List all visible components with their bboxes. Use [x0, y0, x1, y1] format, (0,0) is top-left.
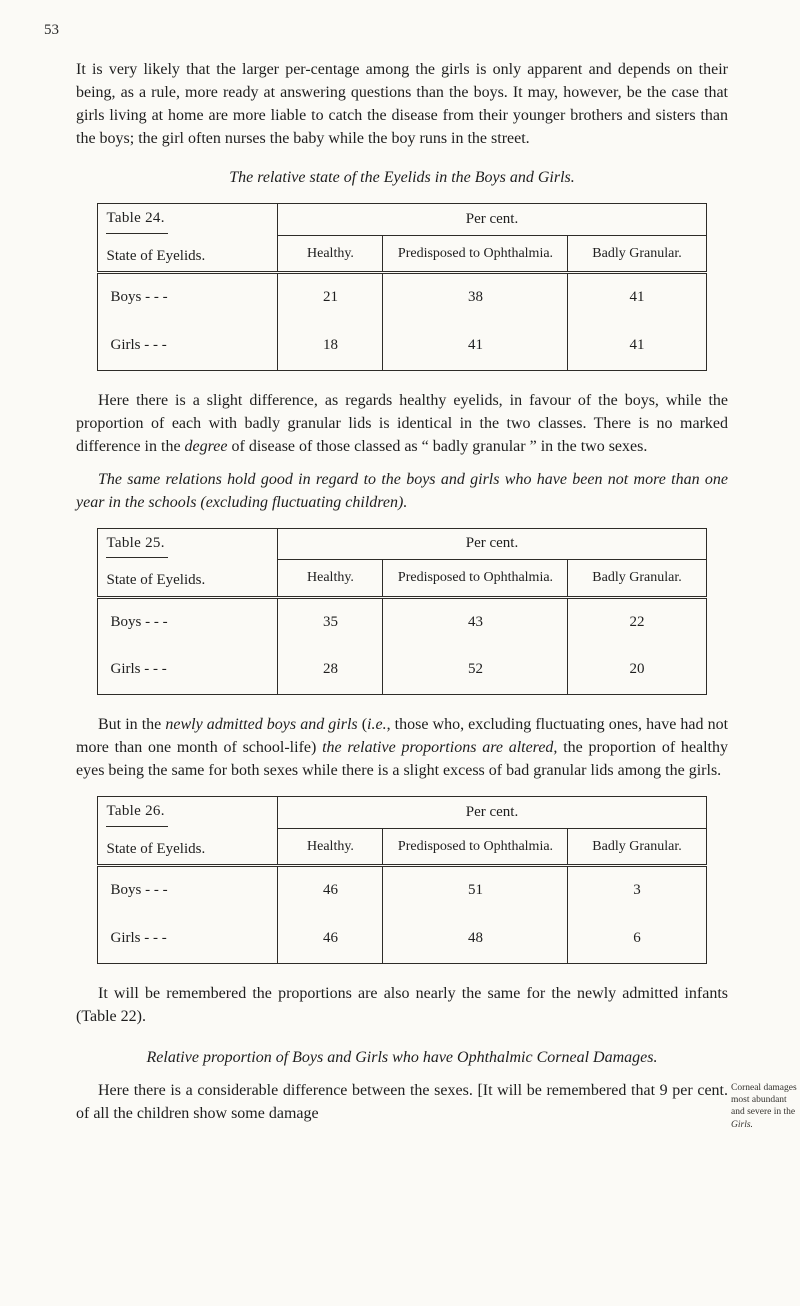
- cell-value: 41: [383, 322, 568, 370]
- paragraph-table24-comment: [76, 389, 728, 458]
- margin-note-text: Corneal damages most abundant and severe in the: [731, 1082, 797, 1118]
- table-row-boys: [98, 273, 706, 322]
- cell-value: 46: [278, 866, 383, 915]
- table-label-rule: [106, 557, 168, 558]
- percent-header: Per cent.: [278, 797, 706, 829]
- text-run-italic: newly admitted boys and girls: [165, 716, 358, 734]
- table-26: [97, 796, 706, 963]
- row-label: Boys - - -: [98, 597, 278, 646]
- table-row-girls: [98, 322, 706, 370]
- percent-header: Per cent.: [278, 204, 706, 236]
- table-label: Table 25.: [106, 534, 165, 551]
- text-run: But in the: [98, 716, 166, 734]
- text-run: (: [357, 716, 368, 734]
- stub-header-text: State of Eyelids.: [106, 247, 206, 264]
- cell-value: 48: [383, 915, 568, 963]
- table-row-boys: [98, 866, 706, 915]
- table-row-girls: [98, 646, 706, 694]
- cell-value: 51: [383, 866, 568, 915]
- text-run-italic: i.e.: [367, 716, 387, 734]
- row-label: Boys - - -: [98, 273, 278, 322]
- col-header-healthy: Healthy.: [278, 828, 383, 865]
- table-label-rule: [106, 826, 168, 827]
- section-heading-eyelids: The relative state of the Eyelids in the Boys and Girls.: [229, 169, 575, 187]
- col-header-badly-granular: Badly Granular.: [568, 560, 706, 597]
- cell-value: 46: [278, 915, 383, 963]
- cell-value: 18: [278, 322, 383, 370]
- paragraph-corneal: Here there is a considerable difference between the sexes. [It will be remembered that 9 per cent. of all the children show some damage: [76, 1081, 728, 1122]
- cell-value: 6: [568, 915, 706, 963]
- cell-value: 41: [568, 273, 706, 322]
- margin-note-girls: Girls.: [731, 1119, 753, 1130]
- table-label-rule: [106, 233, 168, 234]
- cell-value: 35: [278, 597, 383, 646]
- cell-value: 43: [383, 597, 568, 646]
- paragraph-intro: It is very likely that the larger per-centage among the girls is only apparent and depends on their being, as a rule, more ready at answering questions than the boys. It may, however, be the case that girls living at home are more liable to catch the disease from their younger brothers and sisters than the boys; the girl often nurses the baby while the boy runs in the street.: [76, 61, 728, 148]
- section-heading-corneal-damages: Relative proportion of Boys and Girls who have Ophthalmic Corneal Damages.: [146, 1048, 658, 1066]
- table-stub-header: [98, 204, 278, 273]
- cell-value: 38: [383, 273, 568, 322]
- table-label: Table 26.: [106, 803, 165, 820]
- cell-value: 3: [568, 866, 706, 915]
- cell-value: 20: [568, 646, 706, 694]
- corneal-damages-block: [76, 1079, 797, 1130]
- page-number: 53: [44, 22, 59, 38]
- table-label: Table 24.: [106, 210, 165, 227]
- text-run: the proportion of healthy eyes being the same for both sexes while there is a slight excess of bad granular lids among the girls.: [76, 739, 728, 780]
- cell-value: 28: [278, 646, 383, 694]
- col-header-predisposed: Predisposed to Ophthalmia.: [383, 828, 568, 865]
- paragraph-infants: It will be remembered the proportions are also nearly the same for the newly admitted infants (Table 22).: [76, 984, 728, 1025]
- row-label: Boys - - -: [98, 866, 278, 915]
- col-header-healthy: Healthy.: [278, 560, 383, 597]
- row-label: Girls - - -: [98, 646, 278, 694]
- text-run: Here there is a slight difference, as regards healthy eyelids, in favour of the boys, while the proportion of each with badly granular lids is identical in the two classes. There is no marked difference in the: [76, 391, 728, 455]
- row-label: Girls - - -: [98, 915, 278, 963]
- text-run: , those who, excluding fluctuating ones, have had not more than one month of school-life): [76, 716, 729, 757]
- margin-note: [731, 1082, 797, 1131]
- stub-header-text: State of Eyelids.: [106, 572, 206, 589]
- col-header-badly-granular: Badly Granular.: [568, 828, 706, 865]
- percent-header: Per cent.: [278, 528, 706, 560]
- table-stub-header: [98, 528, 278, 597]
- text-run-italic: the relative proportions are altered,: [322, 739, 558, 757]
- cell-value: 52: [383, 646, 568, 694]
- row-label: Girls - - -: [98, 322, 278, 370]
- text-run-italic: degree: [184, 437, 228, 455]
- paragraph-newly-admitted: [76, 713, 728, 782]
- cell-value: 22: [568, 597, 706, 646]
- table-stub-header: [98, 797, 278, 866]
- text-run: of disease of those classed as “ badly granular ” in the two sexes.: [227, 437, 648, 455]
- table-row-boys: [98, 597, 706, 646]
- col-header-badly-granular: Badly Granular.: [568, 235, 706, 272]
- col-header-predisposed: Predisposed to Ophthalmia.: [383, 560, 568, 597]
- stub-header-text: State of Eyelids.: [106, 840, 206, 857]
- col-header-healthy: Healthy.: [278, 235, 383, 272]
- cell-value: 41: [568, 322, 706, 370]
- table-row-girls: [98, 915, 706, 963]
- table-25: [97, 528, 706, 695]
- cell-value: 21: [278, 273, 383, 322]
- col-header-predisposed: Predisposed to Ophthalmia.: [383, 235, 568, 272]
- table-24: [97, 203, 706, 370]
- paragraph-one-year: The same relations hold good in regard to the boys and girls who have been not more than one year in the schools (excluding fluctuating children).: [76, 470, 728, 511]
